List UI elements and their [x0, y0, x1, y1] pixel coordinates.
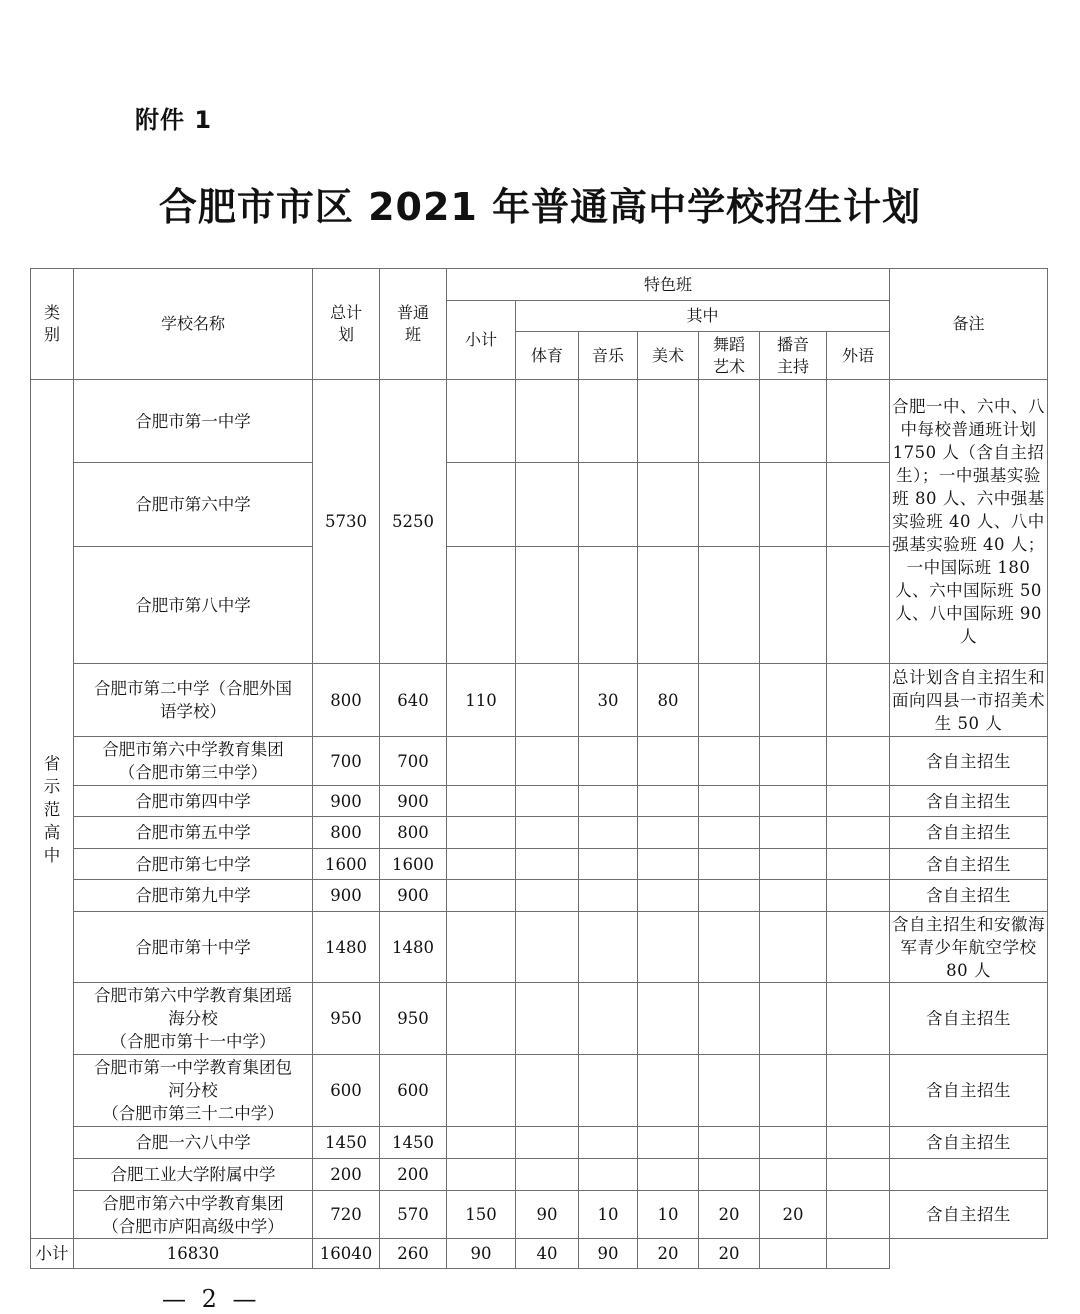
subtotal: 150 [447, 1191, 516, 1239]
broadcasting [760, 880, 827, 912]
header-special-class: 特色班 [447, 269, 890, 301]
dance: 20 [638, 1239, 699, 1269]
art [638, 912, 699, 983]
dance [699, 849, 760, 880]
regular-class: 950 [380, 983, 447, 1055]
sports: 90 [447, 1239, 516, 1269]
art [638, 1159, 699, 1191]
regular-class: 900 [380, 786, 447, 817]
school-name: 合肥市第六中学教育集团 （合肥市庐阳高级中学） [74, 1191, 313, 1239]
header-music: 音乐 [579, 332, 638, 380]
subtotal [447, 912, 516, 983]
table-row [31, 983, 1048, 1055]
regular-class: 800 [380, 817, 447, 849]
music [579, 912, 638, 983]
sports: 90 [516, 1191, 579, 1239]
music: 30 [579, 664, 638, 737]
dance [699, 737, 760, 786]
foreign-language [827, 1159, 890, 1191]
subtotal [447, 1055, 516, 1127]
foreign-language [827, 737, 890, 786]
header-category: 类别 [31, 269, 74, 380]
regular-class: 1600 [380, 849, 447, 880]
remarks: 含自主招生 [890, 737, 1048, 786]
header-subtotal: 小计 [447, 301, 516, 380]
art: 80 [638, 664, 699, 737]
dance: 20 [699, 1191, 760, 1239]
table-row [31, 912, 1048, 983]
broadcasting [760, 817, 827, 849]
broadcasting [760, 849, 827, 880]
summary-label: 小计 [31, 1239, 74, 1269]
header-school-name: 学校名称 [74, 269, 313, 380]
regular-class: 640 [380, 664, 447, 737]
table-row [31, 1127, 1048, 1159]
remarks: 含自主招生 [890, 817, 1048, 849]
header-art: 美术 [638, 332, 699, 380]
remarks: 含自主招生 [890, 1127, 1048, 1159]
regular-class: 1450 [380, 1127, 447, 1159]
total-plan: 1480 [313, 912, 380, 983]
regular-class: 700 [380, 737, 447, 786]
foreign-language [827, 880, 890, 912]
broadcasting [760, 1055, 827, 1127]
broadcasting [760, 1127, 827, 1159]
header-remarks: 备注 [890, 269, 1048, 380]
remarks: 含自主招生 [890, 880, 1048, 912]
subtotal [447, 786, 516, 817]
total-plan: 800 [313, 817, 380, 849]
remarks: 含自主招生 [890, 1055, 1048, 1127]
art [638, 737, 699, 786]
remarks: 含自主招生 [890, 786, 1048, 817]
dance [699, 1159, 760, 1191]
header-regular-class: 普通班 [380, 269, 447, 380]
table-row [31, 737, 1048, 786]
foreign-language [827, 1055, 890, 1127]
dance [699, 817, 760, 849]
broadcasting [760, 737, 827, 786]
school-name: 合肥市第八中学 [74, 547, 313, 664]
subtotal [447, 1159, 516, 1191]
broadcasting [760, 1159, 827, 1191]
music [579, 786, 638, 817]
subtotal: 260 [380, 1239, 447, 1269]
music [579, 1127, 638, 1159]
foreign-language [827, 849, 890, 880]
music [579, 983, 638, 1055]
school-name: 合肥一六八中学 [74, 1127, 313, 1159]
foreign-language [827, 1127, 890, 1159]
summary-row [31, 1239, 1048, 1269]
header-total-plan: 总计划 [313, 269, 380, 380]
broadcasting: 20 [699, 1239, 760, 1269]
art [638, 983, 699, 1055]
sports [516, 1127, 579, 1159]
music [579, 737, 638, 786]
total-plan: 900 [313, 880, 380, 912]
remarks: 总计划含自主招生和面向四县一市招美术生 50 人 [890, 664, 1048, 737]
subtotal [447, 983, 516, 1055]
regular-class: 200 [380, 1159, 447, 1191]
school-name: 合肥市第六中学教育集团瑶 海分校 （合肥市第十一中学） [74, 983, 313, 1055]
music [579, 849, 638, 880]
sports [516, 1055, 579, 1127]
regular-class: 900 [380, 880, 447, 912]
table-row [31, 880, 1048, 912]
total-plan: 950 [313, 983, 380, 1055]
dance [699, 786, 760, 817]
subtotal [447, 849, 516, 880]
dance [699, 1055, 760, 1127]
art: 10 [638, 1191, 699, 1239]
regular-class: 16040 [313, 1239, 380, 1269]
dance [699, 880, 760, 912]
music [579, 880, 638, 912]
school-name: 合肥市第五中学 [74, 817, 313, 849]
subtotal [447, 880, 516, 912]
foreign-language [827, 664, 890, 737]
school-name: 合肥市第二中学（合肥外国 语学校） [74, 664, 313, 737]
page-number: — 2 — [162, 1285, 261, 1313]
dance [699, 1127, 760, 1159]
sports [516, 912, 579, 983]
total-plan: 16830 [74, 1239, 313, 1269]
total-plan: 800 [313, 664, 380, 737]
sports [516, 664, 579, 737]
art: 90 [579, 1239, 638, 1269]
header-broadcasting: 播音主持 [760, 332, 827, 380]
broadcasting [760, 912, 827, 983]
broadcasting: 20 [760, 1191, 827, 1239]
total-plan: 900 [313, 786, 380, 817]
remarks: 含自主招生 [890, 1191, 1048, 1239]
total-plan: 200 [313, 1159, 380, 1191]
sports [516, 786, 579, 817]
foreign-language [827, 983, 890, 1055]
header-dance: 舞蹈艺术 [699, 332, 760, 380]
dance [699, 664, 760, 737]
art [638, 1055, 699, 1127]
table-row [31, 817, 1048, 849]
total-plan: 1600 [313, 849, 380, 880]
attachment-label: 附件 1 [135, 106, 213, 134]
table-row [31, 1159, 1048, 1191]
header-of-which: 其中 [516, 301, 890, 332]
foreign-language [827, 1191, 890, 1239]
subtotal [447, 737, 516, 786]
broadcasting [760, 664, 827, 737]
enrollment-plan-table [30, 268, 1048, 1269]
table-row [31, 849, 1048, 880]
regular-class: 5250 [380, 380, 447, 664]
broadcasting [760, 786, 827, 817]
remarks: 含自主招生和安徽海军青少年航空学校 80 人 [890, 912, 1048, 983]
header-sports: 体育 [516, 332, 579, 380]
music: 10 [579, 1191, 638, 1239]
category-cell: 省示范高中 [31, 380, 74, 1239]
subtotal [447, 817, 516, 849]
school-name: 合肥市第十中学 [74, 912, 313, 983]
foreign-language [827, 817, 890, 849]
sports [516, 1159, 579, 1191]
music [579, 1055, 638, 1127]
dance [699, 983, 760, 1055]
table-row [31, 1191, 1048, 1239]
total-plan: 700 [313, 737, 380, 786]
table-row [31, 380, 1048, 463]
remarks: 含自主招生 [890, 849, 1048, 880]
table-row [31, 1055, 1048, 1127]
sports [516, 817, 579, 849]
foreign-language [760, 1239, 827, 1269]
school-name: 合肥市第七中学 [74, 849, 313, 880]
total-plan: 600 [313, 1055, 380, 1127]
remarks [890, 1159, 1048, 1191]
regular-class: 600 [380, 1055, 447, 1127]
table-row [31, 786, 1048, 817]
regular-class: 1480 [380, 912, 447, 983]
total-plan: 5730 [313, 380, 380, 664]
regular-class: 570 [380, 1191, 447, 1239]
total-plan: 720 [313, 1191, 380, 1239]
school-name: 合肥市第四中学 [74, 786, 313, 817]
art [638, 817, 699, 849]
art [638, 1127, 699, 1159]
music [579, 817, 638, 849]
remarks: 含自主招生 [890, 983, 1048, 1055]
total-plan: 1450 [313, 1127, 380, 1159]
school-name: 合肥市第一中学教育集团包 河分校 （合肥市第三十二中学） [74, 1055, 313, 1127]
subtotal [447, 1127, 516, 1159]
foreign-language [827, 786, 890, 817]
art [638, 786, 699, 817]
art [638, 849, 699, 880]
school-name: 合肥市第一中学 [74, 380, 313, 463]
sports [516, 849, 579, 880]
music [579, 1159, 638, 1191]
school-name: 合肥工业大学附属中学 [74, 1159, 313, 1191]
subtotal: 110 [447, 664, 516, 737]
school-name: 合肥市第六中学 [74, 463, 313, 547]
music: 40 [516, 1239, 579, 1269]
remarks: 合肥一中、六中、八中每校普通班计划 1750 人（含自主招生）；一中强基实验班 80 人、六中强基实验班 40 人、八中强基实验班 40 人；一中国际班 180 人、六中国际班 50 人、八中国际班 90 人 [890, 380, 1048, 664]
remarks [827, 1239, 890, 1269]
sports [516, 737, 579, 786]
school-name: 合肥市第六中学教育集团 （合肥市第三中学） [74, 737, 313, 786]
document-title: 合肥市市区 2021 年普通高中学校招生计划 [158, 185, 922, 229]
dance [699, 912, 760, 983]
art [638, 880, 699, 912]
school-name: 合肥市第九中学 [74, 880, 313, 912]
sports [516, 880, 579, 912]
sports [516, 983, 579, 1055]
table-row [31, 664, 1048, 737]
header-foreign-language: 外语 [827, 332, 890, 380]
foreign-language [827, 912, 890, 983]
broadcasting [760, 983, 827, 1055]
